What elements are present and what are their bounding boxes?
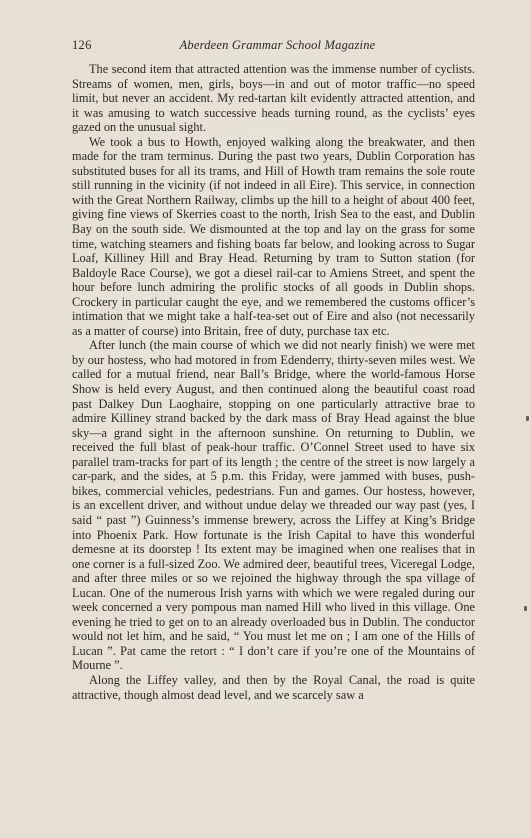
paragraph-after-lunch: After lunch (the main course of which we did not nearly finish) we were met by our hostess, who had motored in from Edenderry, thirty-seven miles west. We called for a mutual friend, near Ball’s Bridge, where the world-famous Horse Show is held every August, and then continued along the beautiful coast road past Dalkey Dun Laoghaire, stopping on one particularly attractive brae to admire Killiney strand backed by the dark mass of Bray Head against the blue sky—a grand sight in the afternoon sunshine. On returning to Dublin, we received the full blast of peak-hour traffic. O’Connel Street used to have six parallel tram-tracks for part of its length ; the centre of the street is now largely a car-park, and the sides, at 5 p.m. this Friday, were jammed with buses, push-bikes, commercial vehicles, pedestrians. Fun and games. Our hostess, however, is an excellent driver, and without undue delay we threaded our way past (yes, I said “ past ”) Guinness’s immense brewery, across the Liffey at King’s Bridge into Phoenix Park. How fortunate is the Irish Capital to have this wonderful demesne at its doorstep ! Its extent may be imagined when one realises that in one corner is a full-sized Zoo. We admired deer, beautiful trees, Viceregal Lodge, and after three miles or so we rejoined the highway through the spa village of Lucan. One of the numerous Irish yarns with which we were regaled during our week concerned a very pompous man named Hill who lived in this village. One evening he tried to get on to an already overloaded bus in Dublin. The conductor would not let him, and he said, “ You must let me on ; I am one of the Hills of Lucan ”. Pat came the retort : “ I don’t care if you’re one of the Mountains of Mourne ”.: [72, 338, 475, 673]
paragraph-liffey-valley: Along the Liffey valley, and then by the Royal Canal, the road is quite attractive, though almost dead level, and we scarcely saw a: [72, 672, 475, 702]
journal-title: Aberdeen Grammar School Magazine: [179, 38, 376, 52]
scan-speck: [526, 416, 529, 421]
paragraph-cyclists: The second item that attracted attention was the immense number of cyclists. Streams of women, men, girls, boys—in and out of motor traffic—no speed limit, but never an accident. My red-tartan kilt evidently attracted attention, and it was amusing to watch successive heads turning round, as the cyclists’ eyes gazed on the unusual sight.: [72, 62, 475, 135]
scan-speck: [524, 606, 527, 611]
paragraph-howth: We took a bus to Howth, enjoyed walking along the breakwater, and then made for the tram terminus. During the past two years, Dublin Corporation has substituted buses for all its trams, and Hill of Howth tram remains the sole route still running in the vicinity (if not indeed in all Eire). This service, in connection with the Great Northern Railway, climbs up the hill to a height of about 400 feet, giving fine views of Skerries coast to the north, Irish Sea to the east, and Dublin Bay on the south side. We dismounted at the top and lay on the grass for some time, watching steamers and fishing boats far below, and looking across to Sugar Loaf, Killiney Hill and Bray Head. Returning by tram to Sutton station (for Baldoyle Race Course), we got a diesel rail-car to Amiens Street, and spent the hour before lunch admiring the prolific stocks of all goods in Dublin shops. Crockery in particular caught the eye, and we remembered the customs officer’s intimation that we might take a half-tea-set out of Eire and also (not necessarily as a matter of course) into Britain, free of duty, purchase tax etc.: [72, 134, 475, 338]
running-head: [72, 38, 475, 56]
page-number: 126: [72, 38, 92, 52]
article-body: [72, 62, 475, 702]
